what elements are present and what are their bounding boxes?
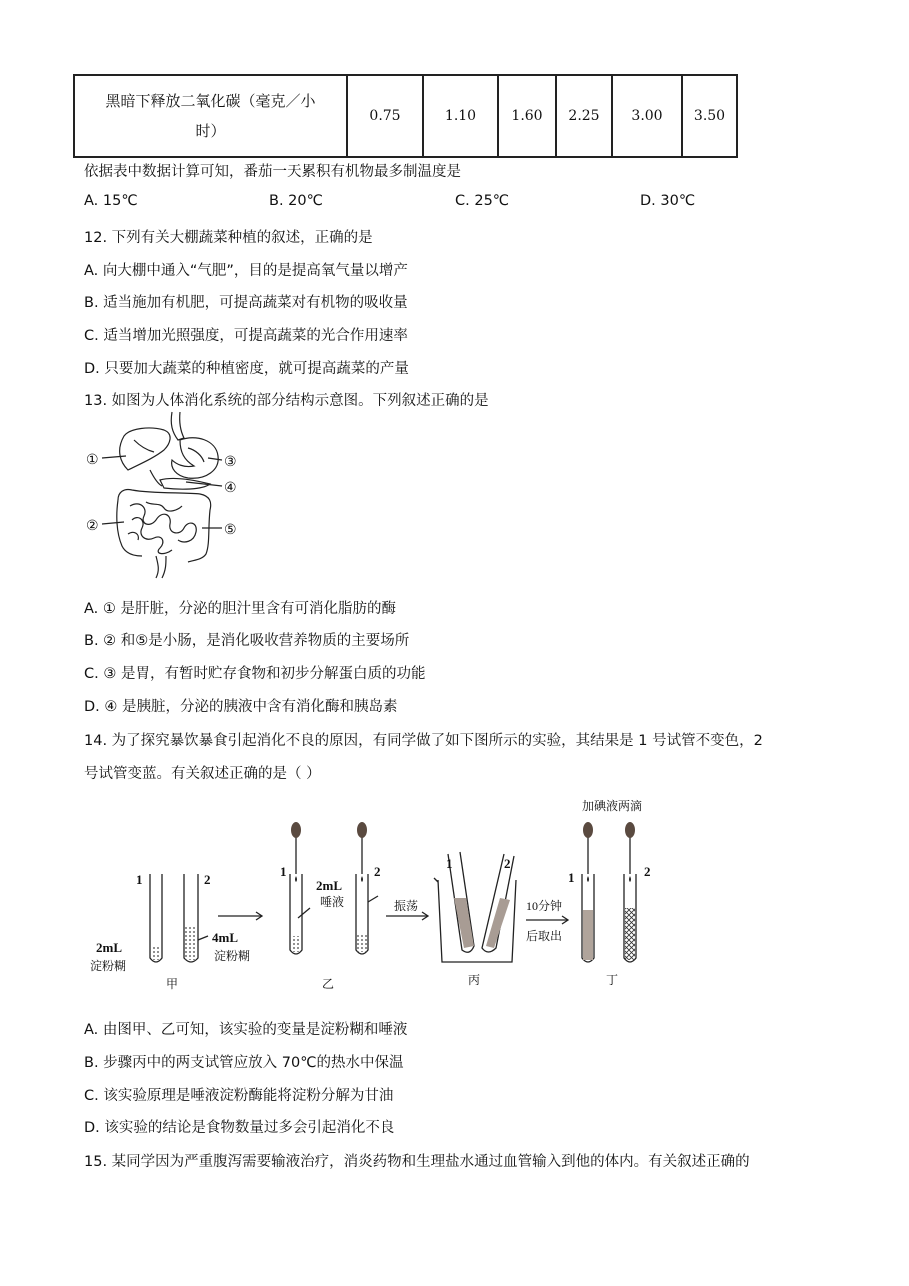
- table-cell: 1.10: [423, 75, 498, 157]
- fig-tube1-yi: 1: [280, 864, 287, 879]
- q14-option-d: D. 该实验的结论是食物数量过多会引起消化不良: [84, 1120, 395, 1136]
- q11-option-b: B. 20℃: [269, 193, 323, 209]
- q12-option-c: C. 适当增加光照强度，可提高蔬菜的光合作用速率: [84, 328, 408, 344]
- table-cell: 3.00: [612, 75, 682, 157]
- table-cell: 3.50: [682, 75, 737, 157]
- fig-tube2-ding: 2: [644, 864, 651, 879]
- fig-iodine: 加碘液两滴: [582, 799, 643, 813]
- fig-step-yi: 乙: [322, 977, 335, 991]
- table-cell: 1.60: [498, 75, 556, 157]
- table-cell: 0.75: [347, 75, 423, 157]
- fig-saliva-amount: 2mL: [316, 878, 342, 893]
- fig-tube1-jia: 1: [136, 872, 143, 887]
- table-row: [74, 75, 737, 157]
- label-3: ③: [224, 455, 237, 470]
- table-cell: 2.25: [556, 75, 612, 157]
- table-header-line2: 时）: [195, 122, 226, 140]
- fig-saliva: 唾液: [320, 895, 345, 909]
- fig-time: 10分钟: [526, 899, 563, 913]
- fig-paste2: 淀粉糊: [214, 949, 251, 963]
- q14-option-c: C. 该实验原理是唾液淀粉酶能将淀粉分解为甘油: [84, 1088, 394, 1104]
- q14-stem-line2: 号试管变蓝。有关叙述正确的是（ ）: [84, 766, 321, 782]
- fig-shake: 振荡: [394, 899, 419, 913]
- fig-step-jia: 甲: [166, 977, 179, 991]
- label-4: ④: [224, 481, 237, 496]
- q11-option-d: D. 30℃: [640, 193, 696, 209]
- q14-option-b: B. 步骤丙中的两支试管应放入 70℃的热水中保温: [84, 1055, 404, 1071]
- q13-option-d: D. ④ 是胰脏，分泌的胰液中含有消化酶和胰岛素: [84, 699, 398, 715]
- fig-paste1: 淀粉糊: [90, 959, 127, 973]
- label-1: ①: [86, 453, 99, 468]
- table-row-header: [74, 75, 347, 157]
- fig-amount-2ml: 2mL: [96, 940, 122, 955]
- label-5: ⑤: [224, 523, 237, 538]
- experiment-figure: [84, 790, 684, 995]
- q11-stem: 依据表中数据计算可知，番茄一天累积有机物最多制温度是: [84, 164, 461, 180]
- q14-stem-line1: 14. 为了探究暴饮暴食引起消化不良的原因，有同学做了如下图所示的实验，其结果是 1 号试管不变色，2: [84, 733, 763, 749]
- fig-step-bing: 丙: [468, 973, 481, 987]
- digestive-system-figure: [84, 410, 244, 580]
- label-2: ②: [86, 519, 99, 534]
- q13-option-b: B. ② 和⑤是小肠，是消化吸收营养物质的主要场所: [84, 633, 410, 649]
- q11-option-c: C. 25℃: [455, 193, 510, 209]
- q12-option-a: A. 向大棚中通入“气肥”，目的是提高氧气量以增产: [84, 263, 408, 279]
- q13-stem: 13. 如图为人体消化系统的部分结构示意图。下列叙述正确的是: [84, 393, 489, 409]
- fig-tube2-jia: 2: [204, 872, 211, 887]
- fig-tube1-ding: 1: [568, 870, 575, 885]
- q14-option-a: A. 由图甲、乙可知，该实验的变量是淀粉糊和唾液: [84, 1022, 408, 1038]
- q13-option-a: A. ① 是肝脏，分泌的胆汁里含有可消化脂肪的酶: [84, 601, 396, 617]
- q13-option-c: C. ③ 是胃，有暂时贮存食物和初步分解蛋白质的功能: [84, 666, 426, 682]
- q12-option-d: D. 只要加大蔬菜的种植密度，就可提高蔬菜的产量: [84, 361, 409, 377]
- fig-take-out: 后取出: [526, 929, 563, 943]
- fig-tube2-bing: 2: [504, 856, 511, 871]
- q15-stem: 15. 某同学因为严重腹泻需要输液治疗，消炎药物和生理盐水通过血管输入到他的体内。有关叙述正确的: [84, 1154, 750, 1170]
- table-header-line1: 黑暗下释放二氧化碳（毫克／小: [105, 92, 316, 110]
- q12-option-b: B. 适当施加有机肥，可提高蔬菜对有机物的吸收量: [84, 295, 408, 311]
- data-table: [73, 74, 738, 158]
- fig-amount-4ml: 4mL: [212, 930, 238, 945]
- q12-stem: 12. 下列有关大棚蔬菜种植的叙述，正确的是: [84, 230, 373, 246]
- fig-tube1-bing: 1: [446, 856, 453, 871]
- fig-step-ding: 丁: [606, 973, 619, 987]
- q11-option-a: A. 15℃: [84, 193, 138, 209]
- fig-tube2-yi: 2: [374, 864, 381, 879]
